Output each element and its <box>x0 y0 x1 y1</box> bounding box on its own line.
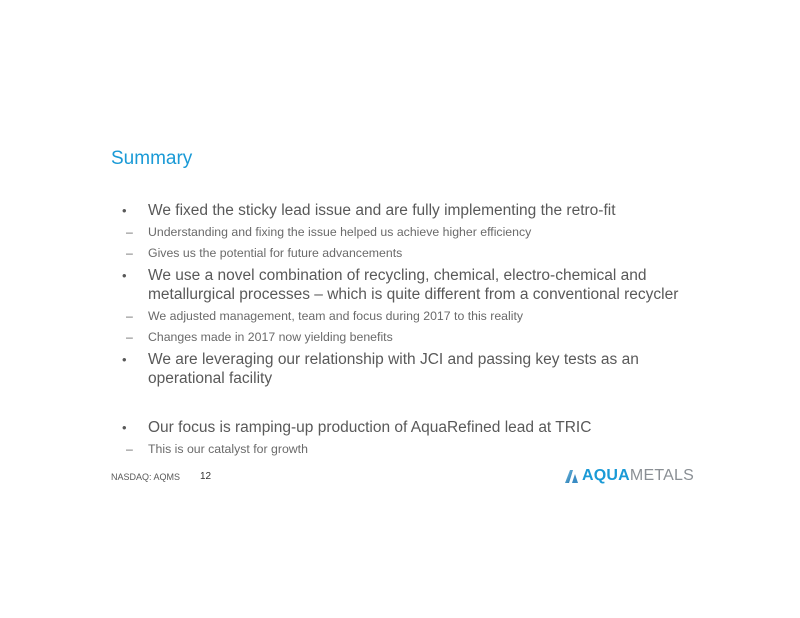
bullet-list <box>111 201 711 462</box>
dash-icon: – <box>126 225 133 239</box>
slide-title: Summary <box>111 148 193 169</box>
dash-icon: – <box>126 330 133 344</box>
bullet-item <box>111 266 711 304</box>
bullet-icon: • <box>122 352 127 367</box>
bullet-text: We fixed the sticky lead issue and are fully implementing the retro-fit <box>148 202 616 219</box>
bullet-item <box>111 418 711 437</box>
sub-bullet-text: We adjusted management, team and focus during 2017 to this reality <box>148 309 524 323</box>
bullet-text: Our focus is ramping-up production of AquaRefined lead at TRIC <box>148 419 592 436</box>
aqua-metals-logo-icon <box>563 468 579 484</box>
sub-bullet-text: Understanding and fixing the issue helped us achieve higher efficiency <box>148 225 532 239</box>
page-number: 12 <box>200 471 212 482</box>
logo-aqua-text: AQUA <box>582 467 630 484</box>
spacer <box>111 392 711 418</box>
sub-bullet-text: Changes made in 2017 now yielding benefits <box>148 330 393 344</box>
sub-bullet-text: Gives us the potential for future advancements <box>148 246 403 260</box>
sub-bullet-item <box>82 329 711 345</box>
bullet-item <box>111 201 711 220</box>
sub-bullet-text: This is our catalyst for growth <box>148 442 308 456</box>
sub-bullet-item <box>82 441 711 457</box>
sub-bullet-item <box>82 224 711 240</box>
bullet-text: We are leveraging our relationship with JCI and passing key tests as an operational facility <box>148 351 639 387</box>
company-logo <box>563 467 694 485</box>
dash-icon: – <box>126 442 133 456</box>
sub-bullet-item <box>82 245 711 261</box>
bullet-item <box>111 350 711 388</box>
bullet-text: We use a novel combination of recycling, chemical, electro-chemical and metallurgical processes – which is quite different from a conventional recycler <box>148 267 679 303</box>
bullet-icon: • <box>122 420 127 435</box>
ticker-label: NASDAQ: AQMS <box>111 472 181 482</box>
dash-icon: – <box>126 309 133 323</box>
sub-bullet-item <box>82 308 711 324</box>
dash-icon: – <box>126 246 133 260</box>
bullet-icon: • <box>122 268 127 283</box>
logo-wordmark <box>582 467 694 485</box>
bullet-icon: • <box>122 203 127 218</box>
logo-metals-text: METALS <box>629 467 694 484</box>
